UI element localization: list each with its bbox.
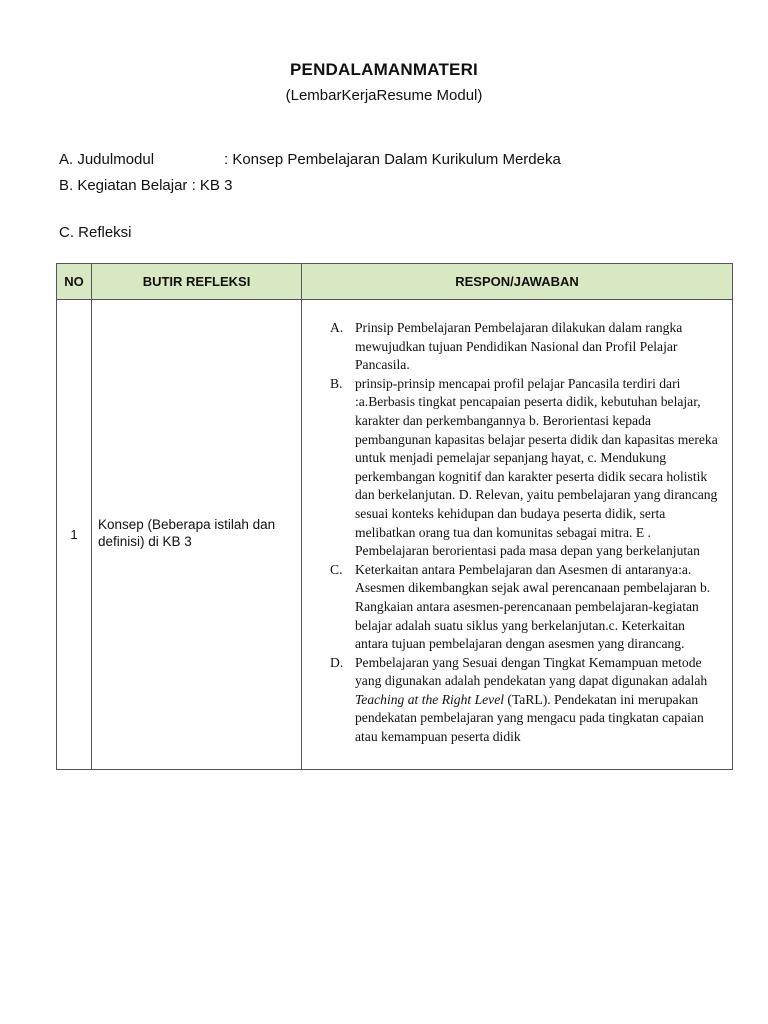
header-butir-refleksi: BUTIR REFLEKSI <box>92 264 302 300</box>
learning-activity-line <box>59 177 232 194</box>
response-item-a <box>330 319 718 375</box>
reflection-table <box>56 263 733 770</box>
module-title-value: : Konsep Pembelajaran Dalam Kurikulum Merdeka <box>224 151 561 168</box>
reflection-heading: C. Refleksi <box>59 224 132 241</box>
module-title-label: A. Judulmodul <box>59 151 155 168</box>
response-text: Keterkaitan antara Pembelajaran dan Asesmen di antaranya:a. Asesmen dikembangkan sejak awal perencanaan pembelajaran b. Rangkaian antara asesmen-perencanaan pembelajaran-kegiatan belajar adalah suatu siklus yang berkelanjutan.c. Keterkaitan antara tujuan pembelajaran dengan asesmen yang dirancang. <box>355 561 711 652</box>
header-respon-jawaban: RESPON/JAWABAN <box>302 264 733 300</box>
response-text: Prinsip Pembelajaran Pembelajaran dilakukan dalam rangka mewujudkan tujuan Pendidikan Nasional dan Profil Pelajar Pancasila. <box>355 320 683 373</box>
response-text: Pembelajaran yang Sesuai dengan Tingkat Kemampuan metode yang digunakan adalah pendekatan yang dapat digunakan adalah <box>355 654 708 689</box>
row-number: 1 <box>57 300 92 770</box>
response-text: prinsip-prinsip mencapai profil pelajar Pancasila terdiri dari :a.Berbasis tingkat pencapaian peserta didik, kebutuhan belajar, karakter dan perkembangannya b. Berorientasi kepada pembangunan kapasitas belajar peserta didik dan kapasitas mereka untuk menjadi pemelajar sepanjang hayat, c. Mendukung perkembangan kognitif dan karakter peserta didik secara holistik dan berkelanjutan. D. Relevan, yaitu pembelajaran yang dirancang sesuai konteks kehidupan dan budaya peserta didik, serta melibatkan orang tua dan komunitas sebagai mitra. E . Pembelajaran berorientasi pada masa depan yang berkelanjutan <box>355 375 718 559</box>
page-title: PENDALAMANMATERI <box>290 60 478 79</box>
response-marker: D. <box>330 654 344 670</box>
row-butir-refleksi: Konsep (Beberapa istilah dan definisi) di KB 3 <box>92 300 302 770</box>
response-marker: C. <box>330 561 343 577</box>
response-italic-term: Teaching at the Right Level <box>355 691 505 707</box>
module-title-line <box>59 151 561 168</box>
learning-activity-value: : KB 3 <box>191 177 233 194</box>
table-header-row <box>57 264 733 300</box>
table-row <box>57 300 733 770</box>
response-item-b <box>330 375 718 561</box>
page-subtitle: (LembarKerjaResume Modul) <box>285 87 483 104</box>
row-respon-jawaban <box>302 300 733 770</box>
header-no: NO <box>57 264 92 300</box>
response-item-d <box>330 654 718 747</box>
response-marker: A. <box>330 320 344 335</box>
response-text: (TaRL). Pendekatan ini merupakan pendekatan pembelajaran yang mengacu pada tingkatan capaian atau kemampuan peserta didik <box>355 691 704 745</box>
learning-activity-label: B. Kegiatan Belajar <box>59 177 188 194</box>
response-marker: B. <box>330 375 343 391</box>
response-list <box>330 319 718 747</box>
response-item-c <box>330 561 718 654</box>
